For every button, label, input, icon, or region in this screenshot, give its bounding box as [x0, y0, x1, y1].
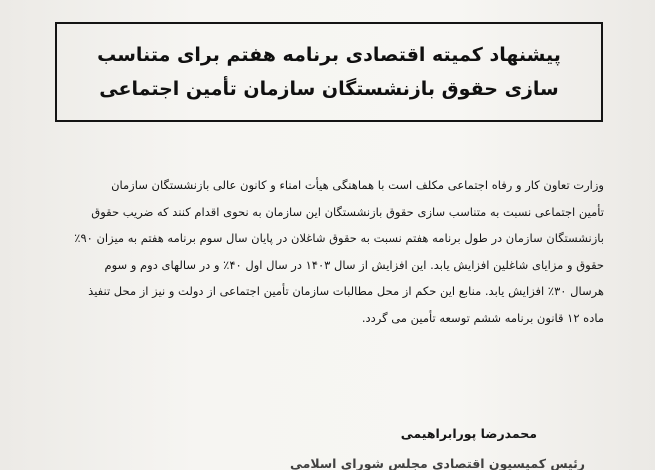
- body-line-2: تأمین اجتماعی نسبت به متناسب سازی حقوق بازنشستگان این سازمان به نحوی اقدام کنند که ضریب حقوق: [91, 204, 604, 219]
- signature-name: محمدرضا پورابراهیمی: [400, 426, 537, 441]
- body-line-1: وزارت تعاون کار و رفاه اجتماعی مکلف است با هماهنگی هیأت امناء و کانون عالی بازنشستگان سازمان: [111, 178, 604, 192]
- body-line-5: هرسال ۳۰٪ افزایش یابد. منابع این حکم از محل مطالبات سازمان تأمین اجتماعی از دولت و نیز از محل تنفیذ: [88, 284, 604, 298]
- body-line-3: بازنشستگان سازمان در طول برنامه هفتم نسبت به حقوق شاغلان در پایان سال سوم برنامه هفتم به میزان ۹۰٪: [74, 231, 604, 245]
- signature-title: رئیس کمیسیون اقتصادی مجلس شورای اسلامی: [290, 456, 585, 470]
- title-line-1: پیشنهاد کمیته اقتصادی برنامه هفتم برای متناسب: [97, 44, 561, 66]
- body-line-6: ماده ۱۲ قانون برنامه ششم توسعه تأمین می گردد.: [361, 310, 604, 325]
- body-paragraph: [60, 172, 604, 331]
- title-box: [55, 22, 603, 122]
- title-line-2: سازی حقوق بازنشستگان سازمان تأمین اجتماعی: [99, 78, 559, 100]
- body-line-4: حقوق و مزایای شاغلین افزایش یابد. این افزایش از سال ۱۴۰۳ در سال اول ۴۰٪ و در سالهای دوم و سوم: [104, 257, 604, 272]
